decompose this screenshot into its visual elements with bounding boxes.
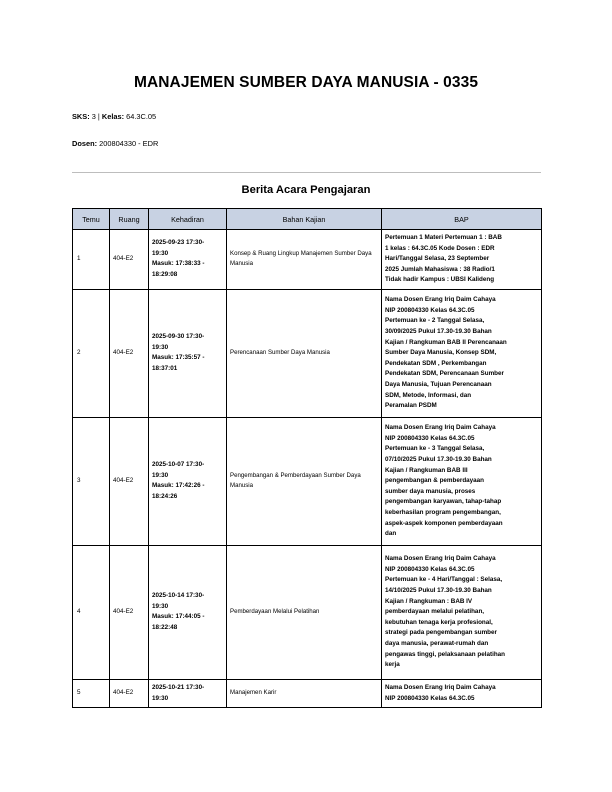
bap-line: Pertemuan 1 Materi Pertemuan 1 : BAB [385, 234, 502, 241]
bap-line: pengawas tinggi, pelaksanaan pelatihan [385, 650, 506, 658]
kehadiran-line: Masuk: 17:44:05 - [152, 613, 205, 621]
cell-bahan-kajian: Pengembangan & Pemberdayaan Sumber Daya Manusia [227, 417, 382, 545]
kehadiran-line: 2025-09-23 17:30- [152, 239, 205, 247]
cell-kehadiran [149, 417, 227, 545]
cell-bahan-kajian: Manajemen Karir [227, 679, 382, 707]
bap-line: Pertemuan ke - 2 Tanggal Selasa, [385, 317, 485, 325]
bap-line: keberhasilan program pengembangan, [385, 508, 501, 516]
bap-line: pemberdayaan melalui pelatihan, [385, 608, 485, 616]
bap-line: Pendekatan SDM , Perkembangan [385, 359, 487, 367]
header-bahan-kajian: Bahan Kajian [227, 209, 382, 230]
bap-line: Daya Manusia, Tujuan Perencanaan [385, 380, 492, 388]
table-header-row [73, 209, 542, 230]
course-meta-sks-kelas [72, 112, 156, 121]
bap-line: Pertemuan ke - 4 Hari/Tanggal : Selasa, [385, 576, 503, 584]
bap-line: Kajian / Rangkuman BAB III [385, 466, 468, 474]
bap-line: kerja [385, 661, 400, 669]
bap-line: Kajian / Rangkuman : BAB IV [385, 597, 473, 605]
kehadiran-line: 19:30 [152, 343, 169, 351]
kehadiran-line: 19:30 [152, 249, 169, 257]
section-title: Berita Acara Pengajaran [241, 184, 371, 196]
table-row [73, 417, 542, 545]
bap-line: Nama Dosen Erang Iriq Daim Cahaya [385, 296, 496, 304]
bap-line: aspek-aspek komponen pemberdayaan [385, 519, 503, 527]
cell-ruang: 404-E2 [110, 679, 149, 707]
header-ruang: Ruang [110, 209, 149, 230]
cell-bap [382, 545, 542, 679]
course-meta-dosen [72, 139, 158, 148]
cell-ruang: 404-E2 [110, 545, 149, 679]
bap-line: strategi pada pengembangan sumber [385, 629, 497, 637]
kehadiran-line: 18:37:01 [152, 365, 178, 373]
bap-line: Nama Dosen Erang Iriq Daim Cahaya [385, 555, 496, 563]
dosen-label: Dosen: [72, 139, 98, 148]
cell-bahan-kajian: Pemberdayaan Melalui Pelatihan [227, 545, 382, 679]
cell-bap [382, 230, 542, 290]
kehadiran-line: Masuk: 17:35:57 - [152, 354, 205, 362]
header-temu: Temu [73, 209, 110, 230]
kehadiran-line: 18:29:08 [152, 271, 178, 279]
bap-line: NIP 200804330 Kelas 64.3C.05 [385, 694, 475, 702]
bap-line: 1 kelas : 64.3C.05 Kode Dosen : EDR [385, 244, 495, 252]
table-row [73, 679, 542, 707]
kehadiran-line: 19:30 [152, 694, 169, 702]
bap-line: NIP 200804330 Kelas 64.3C.05 [385, 306, 475, 314]
bap-line: Pertemuan ke - 3 Tanggal Selasa, [385, 445, 485, 453]
cell-kehadiran [149, 230, 227, 290]
bap-line: Pendekatan SDM, Perencanaan Sumber [385, 370, 504, 378]
cell-kehadiran [149, 545, 227, 679]
kehadiran-line: 19:30 [152, 471, 169, 479]
cell-temu: 5 [73, 679, 110, 707]
bap-line: Nama Dosen Erang Iriq Daim Cahaya [385, 683, 496, 691]
sks-value: 3 [91, 112, 96, 121]
meta-separator: | [97, 112, 100, 121]
kehadiran-line: 2025-10-14 17:30- [152, 592, 205, 600]
cell-ruang: 404-E2 [110, 289, 149, 417]
kehadiran-line: 19:30 [152, 602, 169, 610]
table-row [73, 230, 542, 290]
header-bap: BAP [382, 209, 542, 230]
kehadiran-line: Masuk: 17:38:33 - [152, 260, 205, 268]
cell-temu: 1 [73, 230, 110, 290]
bap-line: 2025 Jumlah Mahasiswa : 38 Radio/1 [385, 265, 495, 273]
bap-line: NIP 200804330 Kelas 64.3C.05 [385, 565, 475, 573]
bap-line: dan [385, 530, 397, 538]
kehadiran-line: 2025-10-07 17:30- [152, 461, 205, 469]
cell-bap [382, 417, 542, 545]
cell-kehadiran [149, 679, 227, 707]
bap-line: kebutuhan tenaga kerja profesional, [385, 618, 493, 626]
bap-table [72, 208, 542, 708]
header-kehadiran: Kehadiran [149, 209, 227, 230]
cell-ruang: 404-E2 [110, 230, 149, 290]
cell-ruang: 404-E2 [110, 417, 149, 545]
cell-temu: 3 [73, 417, 110, 545]
bap-line: 14/10/2025 Pukul 17.30-19.30 Bahan [385, 586, 492, 594]
cell-bap [382, 679, 542, 707]
section-divider [72, 172, 541, 173]
kelas-label: Kelas: [101, 112, 125, 121]
bap-line: 30/09/2025 Pukul 17.30-19.30 Bahan [385, 327, 492, 335]
dosen-value: 200804330 - EDR [99, 139, 159, 148]
kehadiran-line: 18:22:48 [152, 624, 178, 632]
table-row [73, 289, 542, 417]
bap-line: Hari/Tanggal Selasa, 23 September [385, 255, 490, 263]
kehadiran-line: 18:24:26 [152, 493, 178, 501]
bap-line: daya manusia, perawat-rumah dan [385, 639, 489, 647]
kehadiran-line: Masuk: 17:42:26 - [152, 482, 205, 490]
cell-temu: 2 [73, 289, 110, 417]
bap-line: Peramalan PSDM [385, 402, 437, 410]
bap-line: NIP 200804330 Kelas 64.3C.05 [385, 434, 475, 442]
kehadiran-line: 2025-09-30 17:30- [152, 333, 205, 341]
cell-kehadiran [149, 289, 227, 417]
bap-line: pengembangan karyawan, tahap-tahap [385, 498, 502, 506]
table-row [73, 545, 542, 679]
bap-line: Tidak hadir Kampus : UBSI Kalideng [385, 276, 495, 284]
bap-line: 07/10/2025 Pukul 17.30-19.30 Bahan [385, 455, 492, 463]
cell-temu: 4 [73, 545, 110, 679]
cell-bahan-kajian: Perencanaan Sumber Daya Manusia [227, 289, 382, 417]
cell-bap [382, 289, 542, 417]
course-title: MANAJEMEN SUMBER DAYA MANUSIA - 0335 [133, 74, 479, 91]
bap-line: Kajian / Rangkuman BAB II Perencanaan [385, 338, 507, 346]
bap-line: Sumber Daya Manusia, Konsep SDM, [385, 349, 497, 357]
bap-line: SDM, Metode, Informasi, dan [385, 391, 472, 399]
sks-label: SKS: [72, 112, 90, 121]
bap-line: Nama Dosen Erang Iriq Daim Cahaya [385, 424, 496, 432]
kelas-value: 64.3C.05 [126, 112, 157, 121]
bap-line: sumber daya manusia, proses [385, 487, 476, 495]
kehadiran-line: 2025-10-21 17:30- [152, 683, 205, 691]
bap-line: pengembangan & pemberdayaan [385, 477, 485, 485]
cell-bahan-kajian: Konsep & Ruang Lingkup Manajemen Sumber Daya Manusia [227, 230, 382, 290]
